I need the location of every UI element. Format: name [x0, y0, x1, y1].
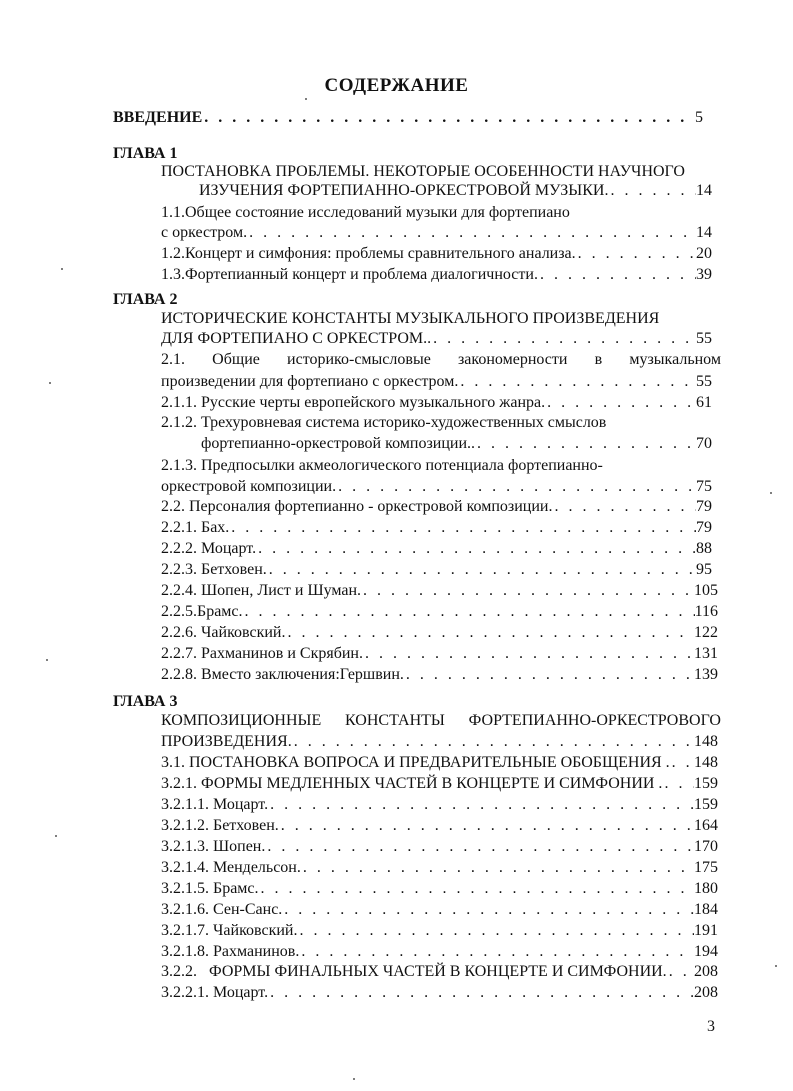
leader-dots — [662, 774, 694, 794]
leader-dots — [670, 753, 694, 773]
page-number: 3 — [707, 1018, 715, 1035]
toc-entry-2-2-7[interactable] — [161, 644, 718, 664]
toc-page: 131 — [694, 645, 718, 662]
leader-dots — [267, 560, 696, 580]
toc-label: 3.2.1.5. Брамс. — [161, 880, 259, 897]
toc-entry-ch2-title[interactable] — [161, 329, 712, 349]
toc-label: 2.2.8. Вместо заключения:Гершвин. — [161, 666, 404, 683]
toc-entry-2-2-8[interactable] — [161, 665, 718, 685]
toc-page: 208 — [694, 963, 718, 980]
word: Общие — [212, 351, 260, 368]
leader-dots — [279, 816, 694, 836]
chapter-2-heading: ГЛАВА 2 — [113, 291, 178, 308]
scan-speck — [46, 659, 48, 661]
toc-entry-1-3[interactable] — [161, 265, 712, 285]
toc-entry-2-2-4[interactable] — [161, 581, 718, 601]
chapter-2-title: ИСТОРИЧЕСКИЕ КОНСТАНТЫ МУЗЫКАЛЬНОГО ПРОИЗВЕДЕНИЯ — [161, 310, 660, 327]
leader-dots — [268, 795, 694, 815]
toc-page: 14 — [696, 182, 712, 199]
toc-page: 20 — [696, 245, 712, 262]
leader-dots — [301, 858, 694, 878]
toc-page: 75 — [696, 478, 712, 495]
toc-label: 3.2.1.1. Моцарт. — [161, 796, 269, 813]
toc-page: 164 — [694, 817, 718, 834]
toc-entry-3-2-1-3[interactable] — [161, 837, 718, 857]
leader-dots — [608, 181, 696, 201]
toc-entry-1-2[interactable] — [161, 244, 712, 264]
toc-page: 122 — [694, 624, 718, 641]
toc-page: 39 — [696, 266, 712, 283]
leader-dots — [285, 623, 694, 643]
word: ФОРТЕПИАННО-ОРКЕСТРОВОГО — [468, 712, 721, 729]
toc-label: 3.2.1.4. Мендельсон. — [161, 859, 301, 876]
leader-dots — [268, 983, 694, 1003]
toc-page: 79 — [696, 498, 712, 515]
scan-speck — [775, 965, 777, 967]
toc-entry-2-1-line1 — [161, 350, 721, 370]
toc-label: 2.2.2. Моцарт. — [161, 540, 257, 557]
toc-label: 3.2.1. ФОРМЫ МЕДЛЕННЫХ ЧАСТЕЙ В КОНЦЕРТЕ И СИМФОНИИ . — [161, 775, 663, 792]
toc-page: 105 — [694, 582, 718, 599]
toc-page: 55 — [696, 373, 712, 390]
leader-dots — [458, 372, 696, 392]
word: музыкальном — [629, 351, 721, 368]
toc-page: 55 — [696, 330, 712, 347]
leader-dots — [336, 477, 696, 497]
toc-entry-3-1[interactable] — [161, 753, 718, 773]
chapter-1-heading: ГЛАВА 1 — [113, 145, 178, 162]
toc-label: 2.2.5.Брамс. — [161, 603, 243, 620]
word: закономерности — [457, 351, 568, 368]
leader-dots — [202, 108, 695, 128]
toc-page: 70 — [696, 435, 712, 452]
toc-entry-1-1-line1: 1.1.Общее состояние исследований музыки для фортепиано — [161, 204, 570, 221]
toc-entry-3-2-1-1[interactable] — [161, 795, 718, 815]
toc-page: 139 — [694, 666, 718, 683]
toc-page: 208 — [694, 984, 718, 1001]
leader-dots — [299, 942, 694, 962]
toc-page: 148 — [694, 733, 718, 750]
toc-entry-2-2-1[interactable] — [161, 518, 712, 538]
toc-entry-2-2[interactable] — [161, 497, 712, 517]
scan-speck — [770, 492, 772, 494]
toc-page: 5 — [695, 109, 703, 126]
toc-page: 180 — [694, 880, 718, 897]
toc-label: 2.2.7. Рахманинов и Скрябин. — [161, 645, 363, 662]
toc-label: 3.2.1.8. Рахманинов. — [161, 943, 300, 960]
toc-entry-1-1[interactable] — [161, 223, 712, 243]
scan-speck — [61, 268, 63, 270]
leader-dots — [229, 518, 696, 538]
toc-entry-2-2-5[interactable] — [161, 602, 718, 622]
toc-label: 2.2.6. Чайковский. — [161, 624, 286, 641]
toc-page: 148 — [694, 754, 718, 771]
toc-entry-3-2-1-5[interactable] — [161, 879, 718, 899]
chapter-3-heading: ГЛАВА 3 — [113, 693, 178, 710]
toc-label: ВВЕДЕНИЕ — [113, 109, 203, 126]
toc-label: 3.2.2. ФОРМЫ ФИНАЛЬНЫХ ЧАСТЕЙ В КОНЦЕРТЕ И СИМФОНИИ. — [161, 963, 667, 980]
leader-dots — [243, 602, 695, 622]
toc-label: 3.2.1.3. Шопен. — [161, 838, 266, 855]
leader-dots — [259, 879, 694, 899]
toc-entry-2-1-2[interactable] — [201, 434, 712, 454]
toc-page: 79 — [696, 519, 712, 536]
toc-page: 184 — [694, 901, 718, 918]
toc-label: оркестровой композиции. — [161, 478, 337, 495]
word: КОНСТАНТЫ — [345, 712, 445, 729]
toc-label: с оркестром. — [161, 224, 248, 241]
leader-dots — [292, 732, 694, 752]
toc-label: 1.2.Концерт и симфония: проблемы сравнительного анализа. — [161, 245, 576, 262]
leader-dots — [297, 921, 694, 941]
toc-page: 61 — [696, 394, 712, 411]
toc-label: произведении для фортепиано с оркестром. — [161, 373, 459, 390]
toc-entry-3-2-1-8[interactable] — [161, 942, 718, 962]
scan-speck — [305, 98, 307, 100]
toc-entry-2-1[interactable] — [161, 372, 712, 392]
leader-dots — [282, 900, 694, 920]
word: КОМПОЗИЦИОННЫЕ — [161, 712, 322, 729]
toc-entry-2-2-3[interactable] — [161, 560, 712, 580]
toc-page: 95 — [696, 561, 712, 578]
toc-entry-3-2-2[interactable] — [161, 962, 718, 982]
toc-label: 3.2.1.2. Бетховен. — [161, 817, 279, 834]
toc-label: ИЗУЧЕНИЯ ФОРТЕПИАННО-ОРКЕСТРОВОЙ МУЗЫКИ. — [199, 182, 609, 199]
leader-dots — [538, 265, 696, 285]
toc-entry-2-1-2-line1: 2.1.2. Трехуровневая система историко-художественных смыслов — [161, 414, 607, 431]
leader-dots — [552, 497, 696, 517]
toc-entry-intro[interactable] — [113, 108, 703, 128]
toc-page: 14 — [696, 224, 712, 241]
toc-entry-2-1-3-line1: 2.1.3. Предпосылки акмеологического потенциала фортепианно- — [161, 457, 603, 474]
toc-page: 116 — [694, 603, 718, 620]
toc-label: ПРОИЗВЕДЕНИЯ. — [161, 733, 292, 750]
toc-label: 2.2. Персоналия фортепианно - оркестровой композиции. — [161, 498, 553, 515]
toc-entry-3-2-2-1[interactable] — [161, 983, 718, 1003]
toc-entry-2-2-6[interactable] — [161, 623, 718, 643]
toc-label: 2.2.3. Бетховен. — [161, 561, 267, 578]
toc-label: 1.3.Фортепианный концерт и проблема диалогичности. — [161, 266, 538, 283]
toc-page: 88 — [696, 540, 712, 557]
scan-speck — [55, 835, 57, 837]
toc-page: 159 — [694, 775, 718, 792]
word: 2.1. — [161, 351, 185, 368]
toc-entry-3-2-1[interactable] — [161, 774, 718, 794]
leader-dots — [431, 329, 696, 349]
toc-entry-ch1-title[interactable] — [199, 181, 712, 201]
toc-entry-3-2-1-4[interactable] — [161, 858, 718, 878]
leader-dots — [256, 539, 696, 559]
scan-speck — [49, 382, 51, 384]
toc-label: 3.2.1.6. Сен-Санс. — [161, 901, 283, 918]
toc-entry-2-2-2[interactable] — [161, 539, 712, 559]
leader-dots — [576, 244, 696, 264]
leader-dots — [667, 962, 694, 982]
word: историко-смысловые — [287, 351, 431, 368]
chapter-3-title — [161, 711, 721, 731]
toc-page: 159 — [694, 796, 718, 813]
leader-dots — [265, 837, 694, 857]
toc-label: фортепианно-оркестровой композиции.. — [201, 435, 476, 452]
toc-label: 3.2.2.1. Моцарт. — [161, 984, 269, 1001]
toc-entry-3-2-1-2[interactable] — [161, 816, 718, 836]
leader-dots — [545, 393, 696, 413]
leader-dots — [361, 581, 694, 601]
toc-entry-3-2-1-7[interactable] — [161, 921, 718, 941]
toc-label: 2.2.1. Бах. — [161, 519, 230, 536]
toc-page: 175 — [694, 859, 718, 876]
toc-label: 3.2.1.7. Чайковский. — [161, 922, 298, 939]
leader-dots — [247, 223, 696, 243]
word: в — [594, 351, 603, 368]
page-title: СОДЕРЖАНИЕ — [324, 75, 469, 96]
toc-page: 191 — [694, 922, 718, 939]
toc-label: 2.2.4. Шопен, Лист и Шуман. — [161, 582, 362, 599]
toc-label: ДЛЯ ФОРТЕПИАНО С ОРКЕСТРОМ.. — [161, 330, 432, 347]
toc-entry-2-1-1[interactable] — [161, 393, 712, 413]
leader-dots — [404, 665, 694, 685]
toc-label: 2.1.1. Русские черты европейского музыкального жанра. — [161, 394, 546, 411]
toc-page: 170 — [694, 838, 718, 855]
leader-dots — [475, 434, 696, 454]
scan-speck — [353, 1078, 355, 1080]
leader-dots — [363, 644, 694, 664]
toc-entry-ch3-title[interactable] — [161, 732, 718, 752]
toc-label: 3.1. ПОСТАНОВКА ВОПРОСА И ПРЕДВАРИТЕЛЬНЫЕ ОБОБЩЕНИЯ . — [161, 754, 670, 771]
chapter-1-title: ПОСТАНОВКА ПРОБЛЕМЫ. НЕКОТОРЫЕ ОСОБЕННОСТИ НАУЧНОГО — [161, 163, 685, 180]
toc-page: 194 — [694, 943, 718, 960]
toc-entry-3-2-1-6[interactable] — [161, 900, 718, 920]
toc-entry-2-1-3[interactable] — [161, 477, 712, 497]
